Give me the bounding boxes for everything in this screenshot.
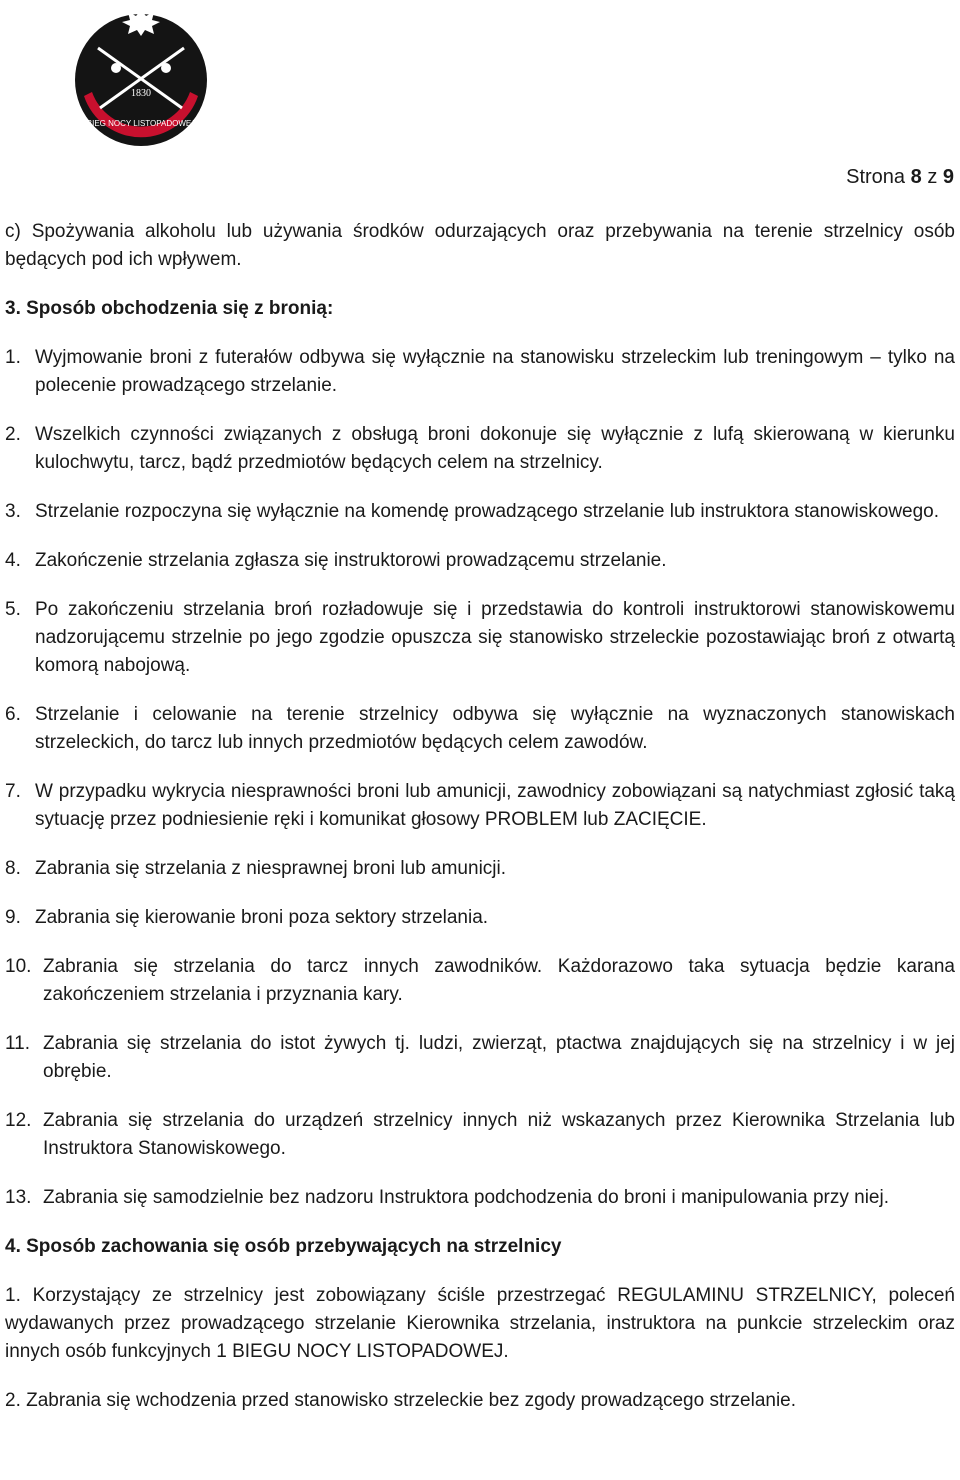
list-item: 12. Zabrania się strzelania do urządzeń strzelnicy innych niż wskazanych przez Kierownika Strzelania lub Instruktora Stanowiskowego.	[5, 1110, 955, 1159]
svg-text:1830: 1830	[131, 88, 151, 99]
section-4-heading: 4. Sposób zachowania się osób przebywających na strzelnicy	[5, 1236, 562, 1257]
svg-text:BIEG NOCY LISTOPADOWEJ: BIEG NOCY LISTOPADOWEJ	[86, 119, 196, 128]
list-item: 6. Strzelanie i celowanie na terenie strzelnicy odbywa się wyłącznie na wyznaczonych stanowiskach strzeleckich, do tarcz lub innych przedmiotów będących celem zawodów.	[5, 704, 955, 753]
section-3-heading: 3. Sposób obchodzenia się z bronią:	[5, 298, 334, 319]
list-item: 5. Po zakończeniu strzelania broń rozładowuje się i przedstawia do kontroli instruktorowi stanowiskowemu nadzorującemu strzelnie po jego zgodzie opuszcza się stanowisko strzeleckie pozostawiając broń z otwartą komorą nabojową.	[5, 599, 955, 676]
document-body	[5, 218, 955, 1436]
list-item: 11. Zabrania się strzelania do istot żywych tj. ludzi, zwierząt, ptactwa znajdujących się na strzelnicy i w jej obrębie.	[5, 1033, 955, 1082]
list-item: 2. Wszelkich czynności związanych z obsługą broni dokonuje się wyłącznie z lufą skierowaną w kierunku kulochwytu, tarcz, bądź przedmiotów będących celem na strzelnicy.	[5, 424, 955, 473]
event-logo	[70, 0, 212, 160]
list-item: 9. Zabrania się kierowanie broni poza sektory strzelania.	[5, 907, 489, 928]
section-4-paragraph: 2. Zabrania się wchodzenia przed stanowisko strzeleckie bez zgody prowadzącego strzelanie.	[5, 1390, 797, 1411]
list-item: 1. Wyjmowanie broni z futerałów odbywa się wyłącznie na stanowisku strzeleckim lub treningowym – tylko na polecenie prowadzącego strzelanie.	[5, 347, 955, 396]
list-item: 10. Zabrania się strzelania do tarcz innych zawodników. Każdorazowo taka sytuacja będzie karana zakończeniem strzelania i przyznania kary.	[5, 956, 955, 1005]
list-item: 13. Zabrania się samodzielnie bez nadzoru Instruktora podchodzenia do broni i manipulowania przy niej.	[5, 1187, 889, 1208]
list-item: 7. W przypadku wykrycia niesprawności broni lub amunicji, zawodnicy zobowiązani są natychmiast zgłosić taką sytuację przez podniesienie ręki i komunikat głosowy PROBLEM lub ZACIĘCIE.	[5, 781, 955, 830]
list-item: 8. Zabrania się strzelania z niesprawnej broni lub amunicji.	[5, 858, 507, 879]
list-item: 4. Zakończenie strzelania zgłasza się instruktorowi prowadzącemu strzelanie.	[5, 550, 667, 571]
intro-paragraph: c) Spożywania alkoholu lub używania środków odurzających oraz przebywania na terenie strzelnicy osób będących pod ich wpływem.	[5, 221, 955, 270]
list-item: 3. Strzelanie rozpoczyna się wyłącznie na komendę prowadzącego strzelanie lub instruktora stanowiskowego.	[5, 501, 940, 522]
section-4-paragraph: 1. Korzystający ze strzelnicy jest zobowiązany ściśle przestrzegać REGULAMINU STRZELNICY, poleceń wydawanych przez prowadzącego strzelanie Kierownika strzelania, instruktora na punkcie strzeleckim oraz innych osób funkcyjnych 1 BIEGU NOCY LISTOPADOWEJ.	[5, 1285, 955, 1362]
page-number: Strona 8 z 9	[846, 166, 954, 188]
